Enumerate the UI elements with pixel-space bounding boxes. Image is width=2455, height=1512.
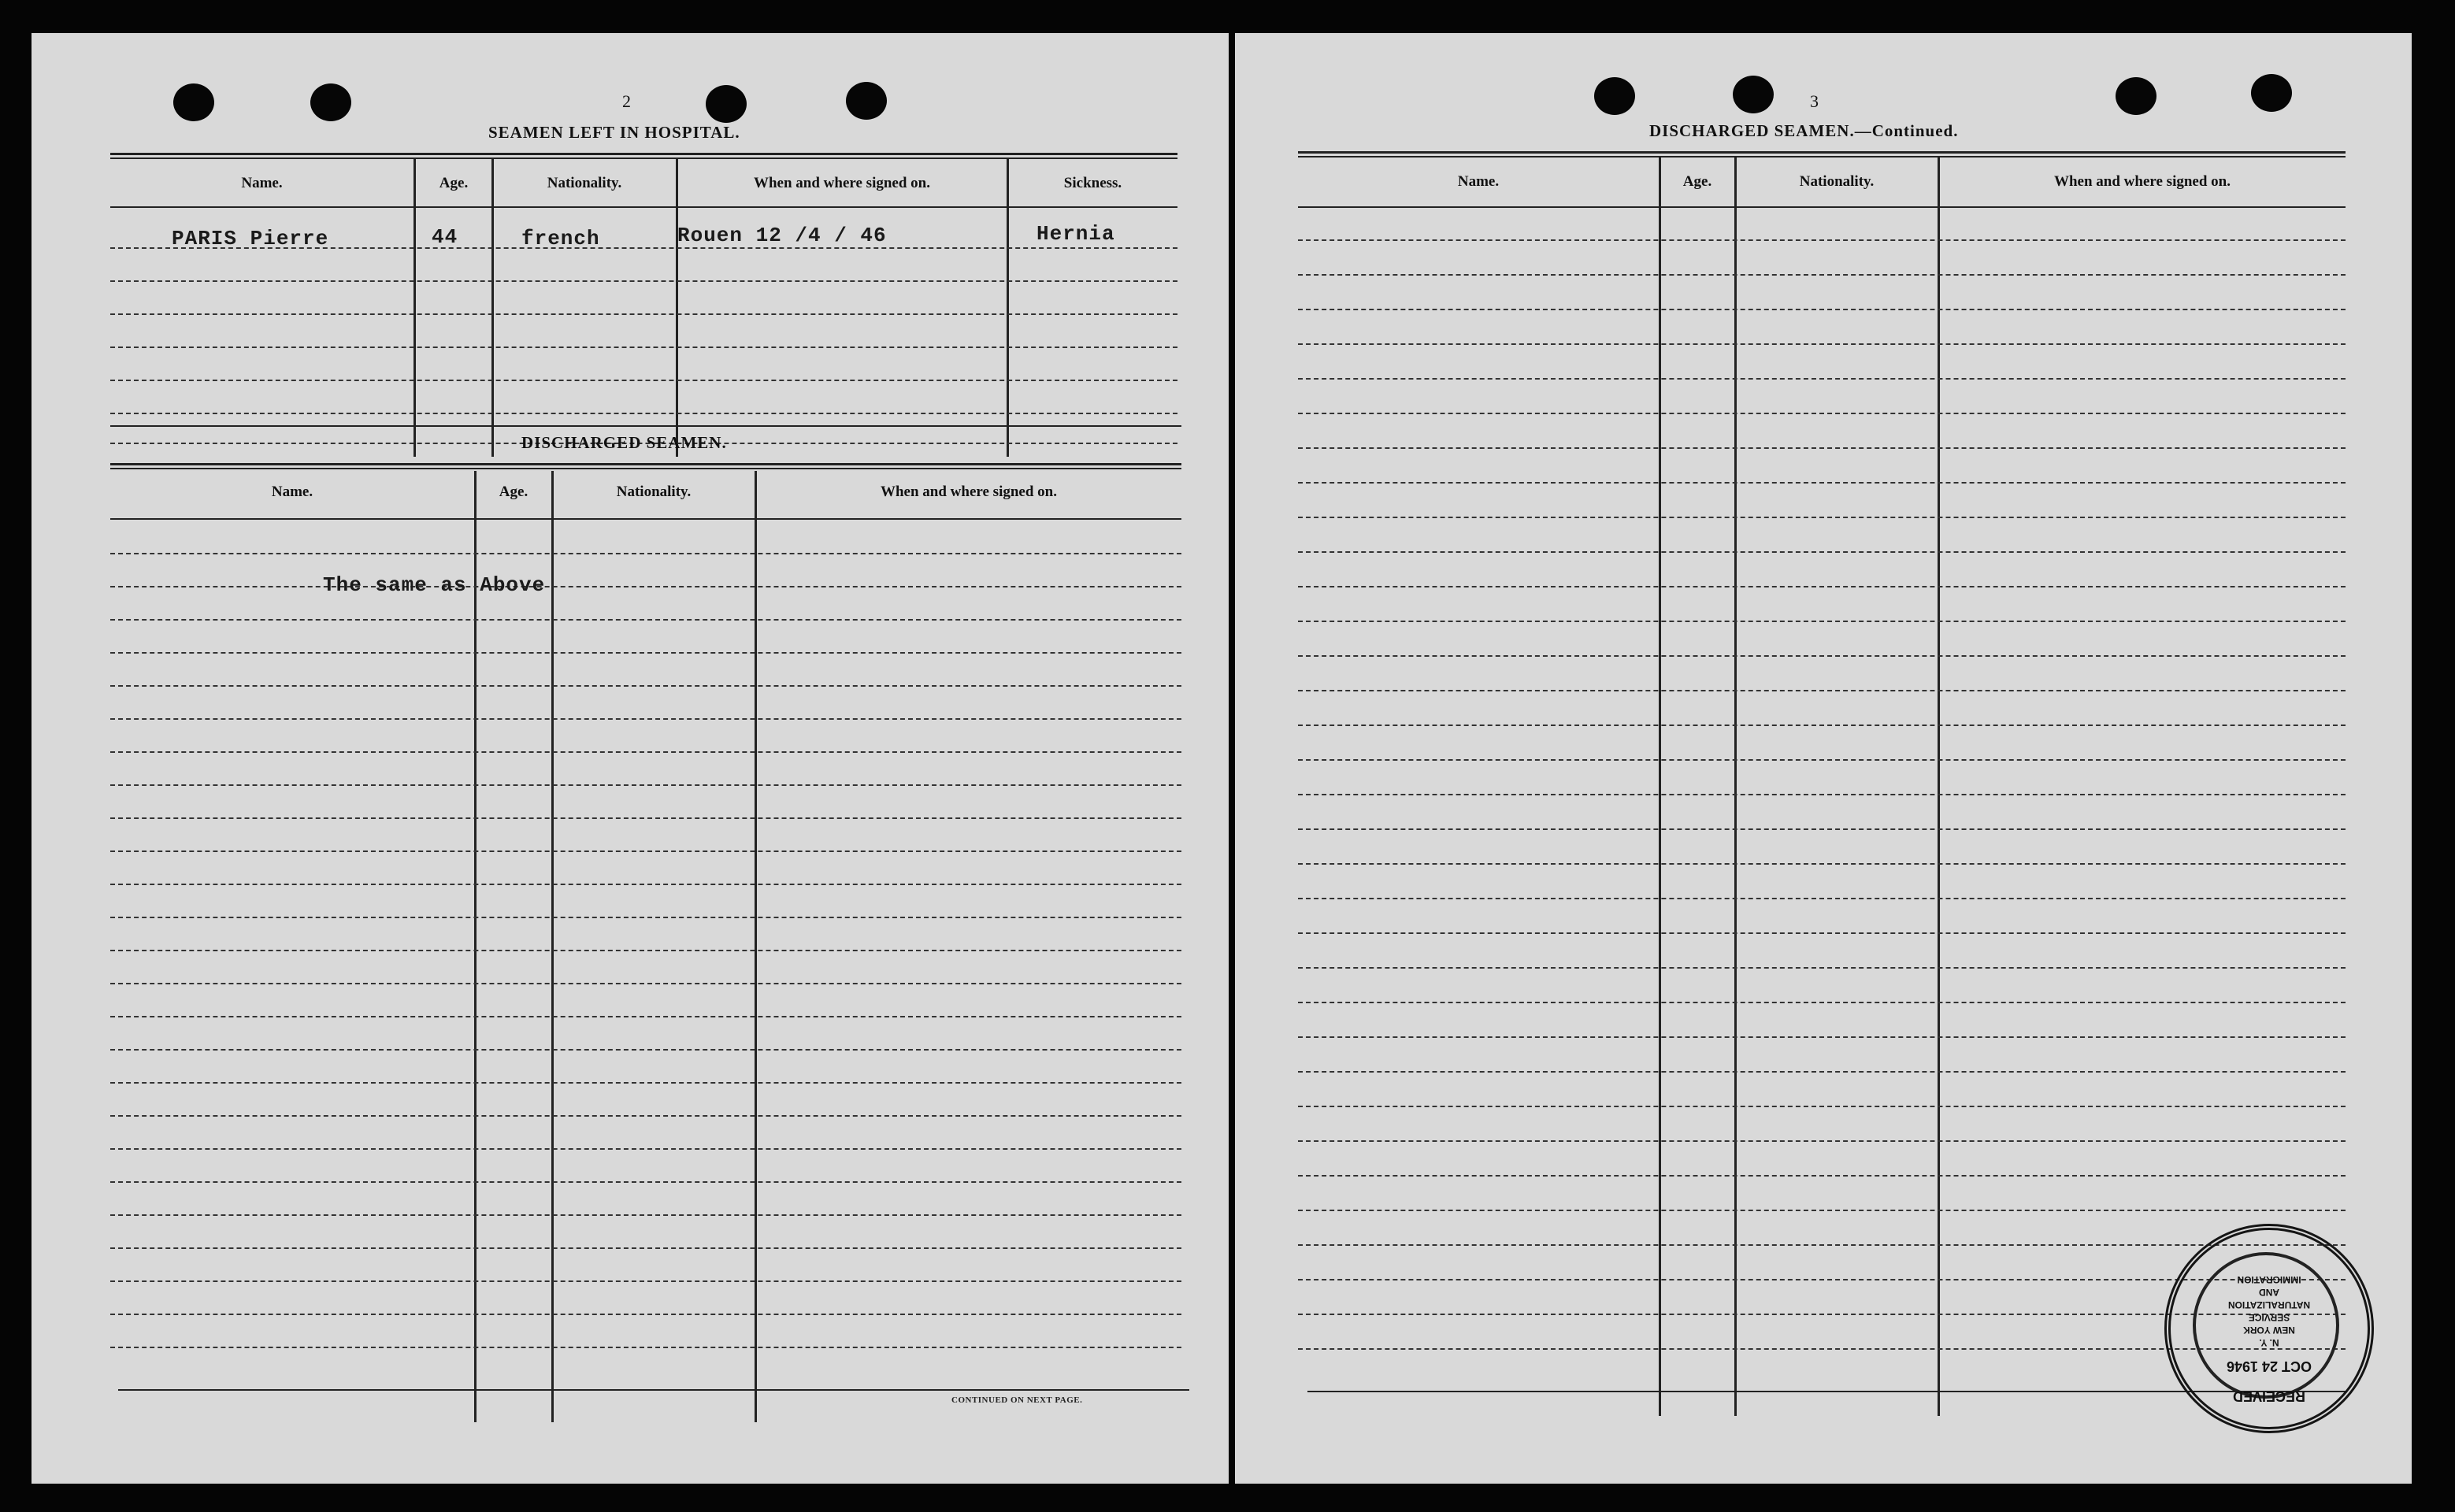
- discharged-table-top-border: [110, 463, 1181, 469]
- hospital-entry-age: 44: [432, 225, 458, 249]
- hospital-table-top-border: [110, 153, 1177, 159]
- hospital-header-underline: [110, 206, 1177, 208]
- ruled-line: [1298, 794, 2346, 795]
- continued-col-age: Age.: [1682, 173, 1712, 190]
- punch-hole: [2251, 74, 2292, 112]
- discharged-entry: The same as Above: [323, 573, 546, 597]
- stamp-line4: SERVICE: [2248, 1312, 2290, 1323]
- ruled-line: [1298, 447, 2346, 449]
- continued-header-underline: [1298, 206, 2346, 208]
- ruled-line: [1298, 655, 2346, 657]
- bottom-rule: [118, 1389, 1189, 1391]
- ruled-line: [1298, 1175, 2346, 1177]
- ruled-line: [1298, 690, 2346, 691]
- ruled-line: [1298, 343, 2346, 345]
- ruled-line: [110, 553, 1181, 554]
- hospital-col-name: Name.: [241, 175, 283, 191]
- continued-col-name: Name.: [1457, 173, 1500, 190]
- ruled-line: [110, 1016, 1181, 1017]
- ruled-line: [110, 652, 1181, 654]
- ruled-line: [110, 1214, 1181, 1216]
- ruled-line: [110, 1181, 1181, 1183]
- ruled-line: [110, 413, 1177, 414]
- continued-column-divider: [1734, 158, 1737, 1416]
- stamp-line6: N. Y.: [2259, 1337, 2279, 1348]
- hospital-entry-signed-on: Rouen 12 /4 / 46: [677, 224, 887, 247]
- punch-hole: [1733, 76, 1774, 113]
- ruled-line: [110, 280, 1177, 282]
- ruled-line: [110, 346, 1177, 348]
- ruled-line: [1298, 1140, 2346, 1142]
- ruled-line: [1298, 1210, 2346, 1211]
- discharged-col-name: Name.: [271, 484, 313, 500]
- discharged-col-nationality: Nationality.: [616, 484, 692, 500]
- hospital-entry-nationality: french: [521, 227, 600, 250]
- discharged-header-underline: [110, 518, 1181, 520]
- ruled-line: [1298, 1036, 2346, 1038]
- ruled-line: [110, 718, 1181, 720]
- ruled-line: [1298, 759, 2346, 761]
- ruled-line: [110, 784, 1181, 786]
- ruled-line: [1298, 274, 2346, 276]
- ruled-line: [1298, 1002, 2346, 1003]
- hospital-col-sickness: Sickness.: [1063, 175, 1122, 191]
- punch-hole: [2116, 77, 2156, 115]
- ruled-line: [1298, 551, 2346, 553]
- page-number: 3: [1810, 91, 1819, 111]
- ruled-line: [1298, 932, 2346, 934]
- stamp-line3: NATURALIZATION: [2227, 1299, 2311, 1310]
- ruled-line: [1298, 621, 2346, 622]
- discharged-table-top-line: [110, 425, 1181, 427]
- stamp-line5: NEW YORK: [2243, 1325, 2295, 1336]
- stamp-line2: AND: [2259, 1287, 2279, 1298]
- hospital-section-title: SEAMEN LEFT IN HOSPITAL.: [488, 123, 740, 142]
- discharged-continued-title: DISCHARGED SEAMEN.—Continued.: [1649, 121, 1959, 140]
- ruled-line: [110, 313, 1177, 315]
- punch-hole: [706, 85, 747, 123]
- discharged-col-signed-on: When and where signed on.: [880, 484, 1057, 500]
- ruled-line: [1298, 724, 2346, 726]
- ruled-line: [1298, 898, 2346, 899]
- ruled-line: [1298, 517, 2346, 518]
- ruled-line: [110, 1347, 1181, 1348]
- hospital-col-age: Age.: [439, 175, 469, 191]
- discharged-section-title: DISCHARGED SEAMEN.: [521, 433, 727, 452]
- discharged-column-divider: [474, 471, 477, 1422]
- ruled-line: [1298, 239, 2346, 241]
- stamp-word: RECEIVED: [2232, 1388, 2306, 1404]
- punch-hole: [846, 82, 887, 120]
- punch-hole: [173, 83, 214, 121]
- ruled-line: [1298, 378, 2346, 380]
- ruled-line: [1298, 828, 2346, 830]
- ruled-line: [1298, 967, 2346, 969]
- ruled-line: [110, 1115, 1181, 1117]
- ruled-line: [110, 751, 1181, 753]
- ruled-line: [110, 1082, 1181, 1084]
- ruled-line: [1298, 1244, 2346, 1246]
- ruled-line: [110, 586, 1181, 587]
- punch-hole: [1594, 77, 1635, 115]
- ruled-line: [110, 950, 1181, 951]
- continued-col-nationality: Nationality.: [1799, 173, 1875, 190]
- ruled-line: [110, 1247, 1181, 1249]
- ruled-line: [110, 1280, 1181, 1282]
- ruled-line: [110, 1314, 1181, 1315]
- continued-column-divider: [1659, 158, 1661, 1416]
- discharged-col-age: Age.: [499, 484, 528, 500]
- continued-footer: CONTINUED ON NEXT PAGE.: [951, 1395, 1083, 1405]
- right-page: [1235, 33, 2412, 1484]
- discharged-column-divider: [755, 471, 757, 1422]
- ruled-line: [110, 817, 1181, 819]
- hospital-col-signed-on: When and where signed on.: [753, 175, 930, 191]
- hospital-entry-sickness: Hernia: [1037, 222, 1115, 246]
- ruled-line: [1298, 309, 2346, 310]
- discharged-column-divider: [551, 471, 554, 1422]
- ruled-line: [110, 983, 1181, 984]
- continued-col-signed-on: When and where signed on.: [2053, 173, 2231, 190]
- ruled-line: [1298, 1106, 2346, 1107]
- ruled-line: [110, 884, 1181, 885]
- ruled-line: [1298, 586, 2346, 587]
- left-page: [32, 33, 1229, 1484]
- hospital-entry-name: PARIS Pierre: [172, 227, 329, 250]
- ruled-line: [110, 850, 1181, 852]
- ruled-line: [110, 1049, 1181, 1051]
- ruled-line: [110, 917, 1181, 918]
- stamp-line1: IMMIGRATION: [2237, 1274, 2301, 1285]
- page-number: 2: [622, 91, 631, 111]
- ruled-line: [110, 685, 1181, 687]
- ruled-line: [1298, 482, 2346, 484]
- hospital-col-nationality: Nationality.: [547, 175, 622, 191]
- continued-table-top-border: [1298, 151, 2346, 158]
- ruled-line: [1298, 863, 2346, 865]
- stamp-date: OCT 24 1946: [2226, 1358, 2312, 1374]
- ruled-line: [1298, 1071, 2346, 1073]
- immigration-stamp: [2164, 1224, 2374, 1433]
- ruled-line: [110, 619, 1181, 621]
- ruled-line: [110, 1148, 1181, 1150]
- ruled-line: [1298, 413, 2346, 414]
- ruled-line: [110, 380, 1177, 381]
- continued-column-divider: [1938, 158, 1940, 1416]
- punch-hole: [310, 83, 351, 121]
